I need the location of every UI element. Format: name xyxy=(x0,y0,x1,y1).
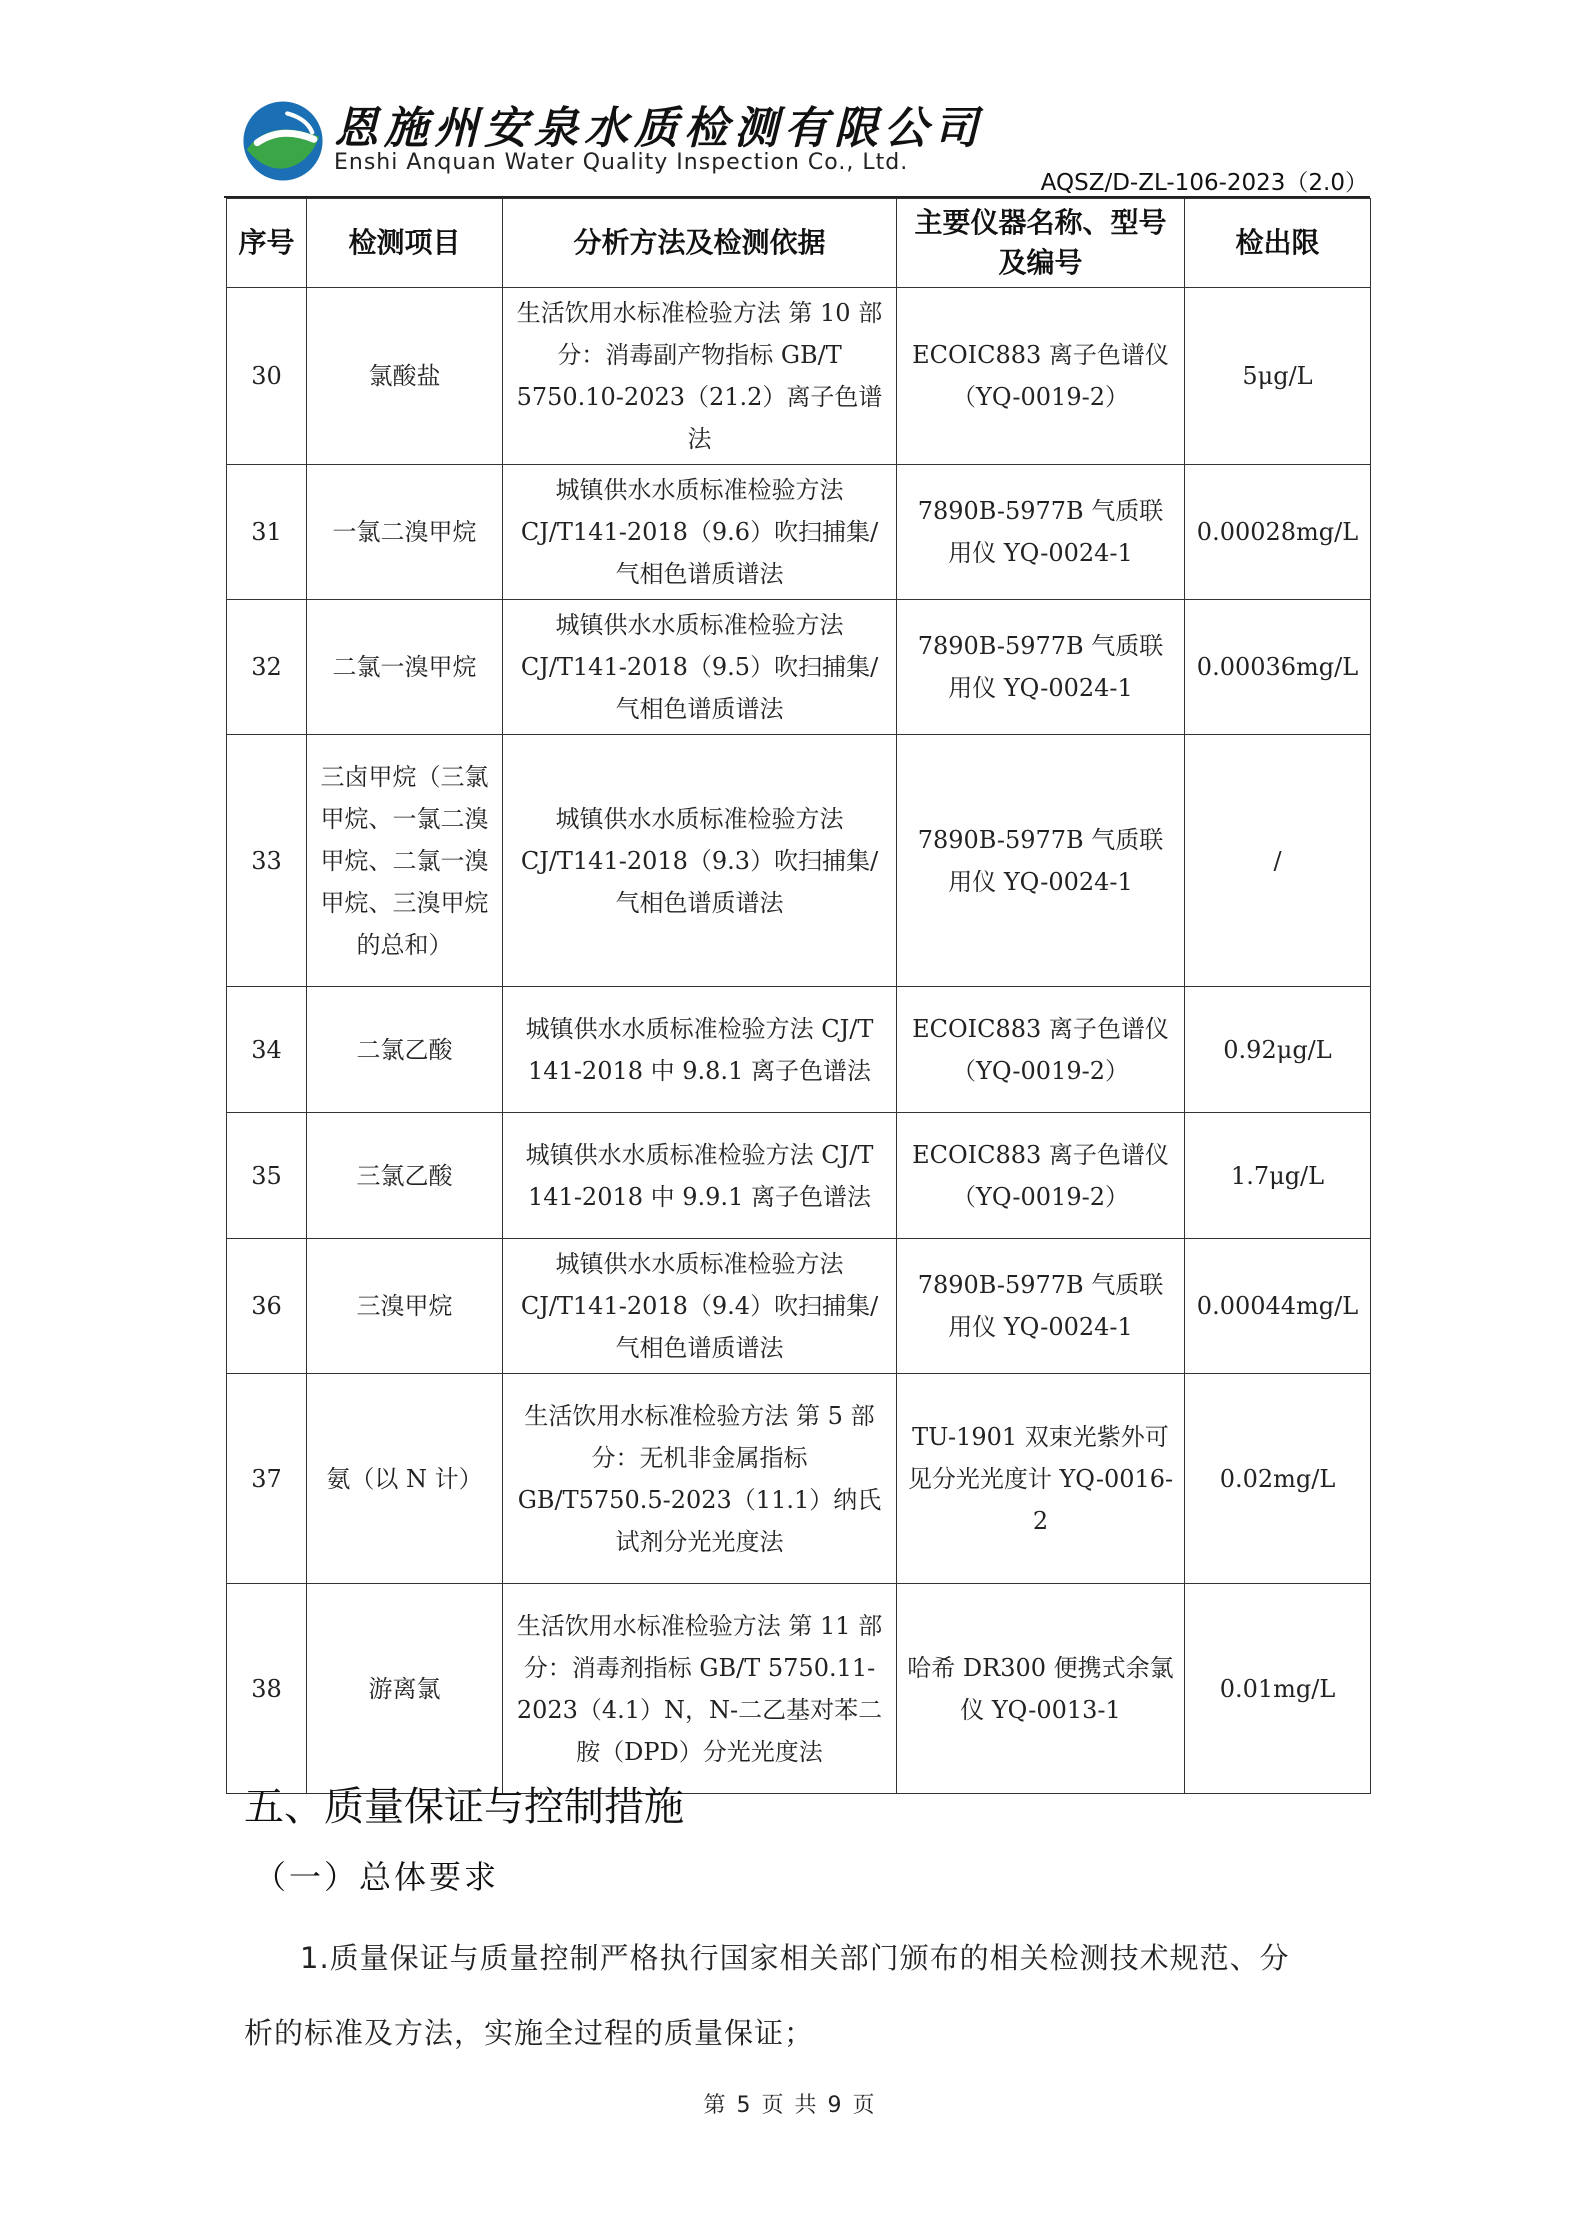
table-row xyxy=(227,1374,1371,1584)
cell-no: 36 xyxy=(227,1239,307,1374)
cell-method: 生活饮用水标准检验方法 第 10 部分：消毒副产物指标 GB/T 5750.10-2023（21.2）离子色谱法 xyxy=(503,288,897,465)
paragraph-line-1: 1.质量保证与质量控制严格执行国家相关部门颁布的相关检测技术规范、分 xyxy=(300,1941,1290,1975)
cell-item: 三溴甲烷 xyxy=(307,1239,503,1374)
cell-instrument: 7890B-5977B 气质联用仪 YQ-0024-1 xyxy=(897,600,1185,735)
cell-item: 三卤甲烷（三氯甲烷、一氯二溴甲烷、二氯一溴甲烷、三溴甲烷的总和） xyxy=(307,735,503,987)
header-instrument: 主要仪器名称、型号及编号 xyxy=(897,199,1185,288)
table-row xyxy=(227,1584,1371,1794)
subsection-title: （一）总体要求 xyxy=(254,1858,500,1896)
document-code: AQSZ/D-ZL-106-2023（2.0） xyxy=(1040,170,1368,196)
cell-instrument: 7890B-5977B 气质联用仪 YQ-0024-1 xyxy=(897,465,1185,600)
header-no: 序号 xyxy=(227,199,307,288)
table-row xyxy=(227,288,1371,465)
table-header-row xyxy=(227,199,1371,288)
cell-method: 生活饮用水标准检验方法 第 5 部分：无机非金属指标 GB/T5750.5-2023（11.1）纳氏试剂分光光度法 xyxy=(503,1374,897,1584)
cell-instrument: TU-1901 双束光紫外可见分光光度计 YQ-0016-2 xyxy=(897,1374,1185,1584)
table-row xyxy=(227,987,1371,1113)
cell-instrument: 7890B-5977B 气质联用仪 YQ-0024-1 xyxy=(897,1239,1185,1374)
cell-limit: 0.00044mg/L xyxy=(1185,1239,1371,1374)
cell-method: 城镇供水水质标准检验方法 CJ/T141-2018（9.3）吹扫捕集/气相色谱质谱法 xyxy=(503,735,897,987)
cell-no: 33 xyxy=(227,735,307,987)
table-row xyxy=(227,600,1371,735)
cell-instrument: ECOIC883 离子色谱仪 （YQ-0019-2） xyxy=(897,288,1185,465)
cell-limit: 0.00028mg/L xyxy=(1185,465,1371,600)
page-header xyxy=(0,0,1580,200)
cell-limit: 0.92μg/L xyxy=(1185,987,1371,1113)
section-title: 五、质量保证与控制措施 xyxy=(244,1784,684,1830)
cell-limit: 1.7μg/L xyxy=(1185,1113,1371,1239)
cell-no: 37 xyxy=(227,1374,307,1584)
table-row xyxy=(227,1113,1371,1239)
cell-limit: 0.02mg/L xyxy=(1185,1374,1371,1584)
cell-no: 32 xyxy=(227,600,307,735)
cell-instrument: ECOIC883 离子色谱仪 （YQ-0019-2） xyxy=(897,987,1185,1113)
cell-item: 三氯乙酸 xyxy=(307,1113,503,1239)
header-item: 检测项目 xyxy=(307,199,503,288)
cell-limit: 0.01mg/L xyxy=(1185,1584,1371,1794)
cell-item: 游离氯 xyxy=(307,1584,503,1794)
cell-item: 二氯乙酸 xyxy=(307,987,503,1113)
page-number-footer: 第 5 页 共 9 页 xyxy=(703,2093,877,2118)
cell-no: 35 xyxy=(227,1113,307,1239)
cell-instrument: 哈希 DR300 便携式余氯仪 YQ-0013-1 xyxy=(897,1584,1185,1794)
cell-no: 34 xyxy=(227,987,307,1113)
cell-method: 城镇供水水质标准检验方法 CJ/T 141-2018 中 9.9.1 离子色谱法 xyxy=(503,1113,897,1239)
cell-item: 一氯二溴甲烷 xyxy=(307,465,503,600)
table-row xyxy=(227,1239,1371,1374)
cell-method: 城镇供水水质标准检验方法 CJ/T141-2018（9.4）吹扫捕集/气相色谱质谱法 xyxy=(503,1239,897,1374)
cell-no: 38 xyxy=(227,1584,307,1794)
table-row xyxy=(227,465,1371,600)
table-row xyxy=(227,735,1371,987)
cell-limit: / xyxy=(1185,735,1371,987)
company-logo-icon xyxy=(240,98,326,184)
cell-item: 二氯一溴甲烷 xyxy=(307,600,503,735)
cell-item: 氨（以 N 计） xyxy=(307,1374,503,1584)
cell-item: 氯酸盐 xyxy=(307,288,503,465)
cell-instrument: ECOIC883 离子色谱仪 （YQ-0019-2） xyxy=(897,1113,1185,1239)
cell-limit: 0.00036mg/L xyxy=(1185,600,1371,735)
paragraph-line-2: 析的标准及方法，实施全过程的质量保证； xyxy=(244,2016,815,2050)
company-name-cn: 恩施州安泉水质检测有限公司 xyxy=(334,103,984,154)
cell-no: 30 xyxy=(227,288,307,465)
cell-method: 城镇供水水质标准检验方法 CJ/T141-2018（9.5）吹扫捕集/气相色谱质谱法 xyxy=(503,600,897,735)
cell-method: 生活饮用水标准检验方法 第 11 部分：消毒剂指标 GB/T 5750.11-2023（4.1）N，N-二乙基对苯二胺（DPD）分光光度法 xyxy=(503,1584,897,1794)
cell-limit: 5μg/L xyxy=(1185,288,1371,465)
cell-instrument: 7890B-5977B 气质联用仪 YQ-0024-1 xyxy=(897,735,1185,987)
cell-method: 城镇供水水质标准检验方法 CJ/T141-2018（9.6）吹扫捕集/气相色谱质谱法 xyxy=(503,465,897,600)
detection-methods-table xyxy=(226,198,1371,1794)
header-method: 分析方法及检测依据 xyxy=(503,199,897,288)
company-name-en: Enshi Anquan Water Quality Inspection Co., Ltd. xyxy=(334,150,909,175)
cell-no: 31 xyxy=(227,465,307,600)
cell-method: 城镇供水水质标准检验方法 CJ/T 141-2018 中 9.8.1 离子色谱法 xyxy=(503,987,897,1113)
header-limit: 检出限 xyxy=(1185,199,1371,288)
